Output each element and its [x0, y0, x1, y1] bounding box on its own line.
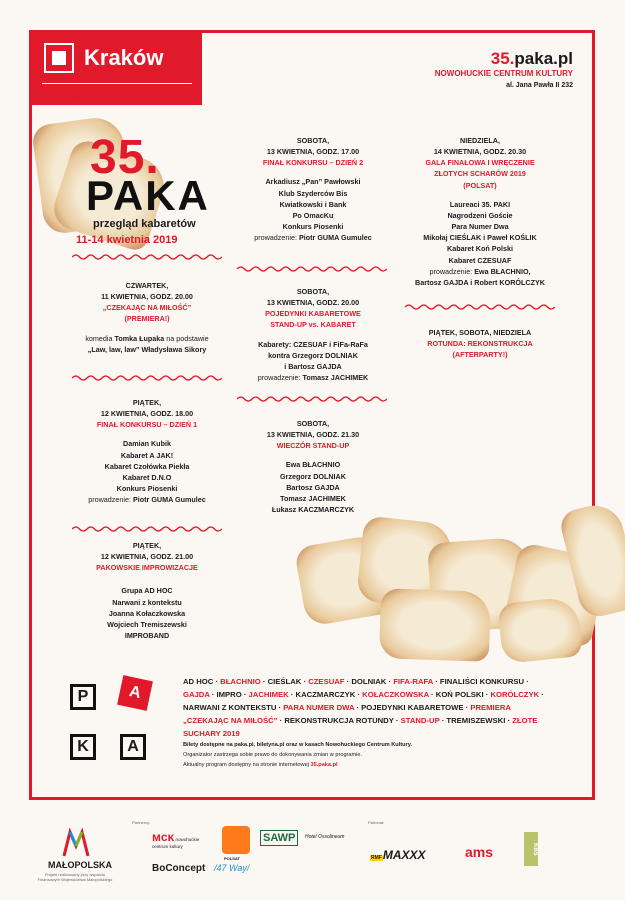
performer: Ewa BŁACHNIO: [285, 460, 341, 470]
performer: Konkurs Piosenki: [282, 222, 344, 232]
performer: Łukasz KACZMARCZYK: [271, 505, 355, 515]
performer-tag: KORÓLCZYK: [490, 690, 540, 700]
performer: Kabaret A JAK!: [120, 450, 174, 460]
performer: Grupa AD HOC: [121, 586, 173, 596]
performer-tag: FIFA-RAFA: [393, 677, 434, 686]
event-saturday-3: SOBOTA, 13 KWIETNIA, GODZ. 21.30 WIECZÓR STAND-UP Ewa BŁACHNIO Grzegorz DOLNIAK Bartosz GAJDA Tomasz JACHIMEK Łukasz KACZMARCZYK: [228, 418, 398, 515]
ticket-info: Bilety dostępne na paka.pl, biletyna.pl oraz w kasach Nowohuckiego Centrum Kultury. Organizator zastrzega sobie prawo do dokonywania zmian w programie. Aktualny program dostępny na stronie internetowej 35.paka.pl: [183, 742, 412, 769]
performer: Para Numer Dwa: [451, 222, 509, 232]
festival-dates: 11-14 kwietnia 2019: [76, 234, 178, 246]
logo-letter: A: [120, 734, 146, 760]
venue-address: al. Jana Pawła II 232: [506, 82, 573, 89]
performer-tag: KOŁACZKOWSKA: [362, 690, 429, 700]
performer: Klub Szyderców Bis: [278, 188, 348, 198]
event-rotunda: PIĄTEK, SOBOTA, NIEDZIELA ROTUNDA: REKONSTRUKCJA (AFTERPARTY!): [395, 327, 565, 360]
performer-tag: PARA NUMER DWA: [283, 703, 355, 713]
malopolska-note: Projekt realizowany przy wsparciu Finansowym Województwa Małopolskiego: [37, 872, 113, 882]
edition-number: 35.: [90, 131, 160, 184]
performer: Kabaret Koń Polski: [447, 244, 513, 254]
paka-logo: [68, 676, 180, 770]
event-title: PAKOWSKIE IMPROWIZACJE: [96, 563, 198, 573]
event-title: POJEDYNKI KABARETOWE: [265, 309, 361, 319]
krakow-emblem-icon: [44, 43, 74, 73]
event-sunday: NIEDZIELA, 14 KWIETNIA, GODZ. 20.30 GALA FINAŁOWA I WRĘCZENIE ZŁOTYCH SCHARÓW 2019 (POLSAT) Laureaci 35. PAKI Nagrodzeni Goście Para Numer Dwa Mikołaj CIEŚLAK i Paweł KOŚLIK Kabaret Koń Polski Kabaret CZESUAF prowadzenie: Ewa BŁACHNIO, Bartosz GAJDA i Robert KORÓLCZYK: [395, 135, 565, 288]
wavy-divider: [72, 525, 222, 533]
wavy-divider: [237, 265, 387, 273]
krakow-name: Kraków: [84, 45, 164, 70]
malopolska-logo-icon: [62, 828, 90, 858]
performer-tag: IMPRO: [216, 690, 242, 700]
event-title: FINAŁ KONKURSU – DZIEŃ 1: [96, 420, 198, 430]
performer-tag: POJEDYNKI KABARETOWE: [361, 703, 464, 713]
polsat-name: POLSAT: [224, 856, 240, 861]
performer-tag: BŁACHNIO: [220, 677, 261, 686]
event-title: FINAŁ KONKURSU – DZIEŃ 2: [262, 158, 364, 168]
hotel-logo: Hotel Ossolineum: [305, 834, 345, 840]
event-title: ROTUNDA: REKONSTRUKCJA: [427, 339, 533, 349]
sponsors-bar: [0, 808, 625, 900]
bread-slice-image: [379, 588, 491, 662]
event-day: CZWARTEK,: [125, 281, 169, 290]
performer-tags: AD HOC · BŁACHNIO · CIEŚLAK · CZESUAF · DOLNIAK · FIFA-RAFA · FINALIŚCI KONKURSU · GAJDA · IMPRO · JACHIMEK · KACZMARCZYK · KOŁACZKOWSKA · KOŃ POLSKI · KORÓLCZYK · NARWANI Z KONTEKSTU · PARA NUMER DWA · POJEDYNKI KABARETOWE · PREMIERA „CZEKAJĄC NA MIŁOŚĆ” · REKONSTRUKCJA ROTUNDY · STAND-UP · TREMISZEWSKI · ZŁOTE SUCHARY 2019: [183, 677, 544, 739]
bread-slice-image: [497, 596, 583, 664]
performer-tag: CZESUAF: [308, 677, 345, 686]
performer-tag: KACZMARCZYK: [295, 690, 356, 700]
event-saturday-2: SOBOTA, 13 KWIETNIA, GODZ. 20.00 POJEDYNKI KABARETOWE STAND-UP vs. KABARET Kabarety: CZESUAF i FiFa-RaFa kontra Grzegorz DOLNIAK i Bartosz GAJDA prowadzenie: Tomasz JACHIMEK: [228, 286, 398, 383]
performer-tag: ZŁOTE SUCHARY 2019: [183, 716, 538, 739]
performer-tag: STAND-UP: [400, 716, 440, 726]
wavy-divider: [237, 395, 387, 403]
event-title: ZŁOTYCH SCHARÓW 2019: [434, 169, 526, 179]
rmf-logo: RMFMAXXX: [371, 848, 426, 862]
website: 35.paka.pl: [490, 49, 573, 68]
performer-tag: PREMIERA „CZEKAJĄC NA MIŁOŚĆ”: [183, 703, 511, 726]
performer: Tomasz JACHIMEK: [280, 493, 346, 503]
event-friday-2: PIĄTEK, 12 KWIETNIA, GODZ. 21.00 PAKOWSKIE IMPROWIZACJE Grupa AD HOC Narwani z kontekstu Joanna Kołaczkowska Wojciech Tremiszewski IMPROBAND: [62, 540, 232, 641]
performer-tag: JACHIMEK: [248, 690, 289, 700]
event-friday-1: PIĄTEK, 12 KWIETNIA, GODZ. 18.00 FINAŁ KONKURSU – DZIEŃ 1 Damian Kubik Kabaret A JAK! Kabaret Czołówka Piekła Kabaret D.N.O Konkurs Piosenki prowadzenie: Piotr GUMA Gumulec: [62, 397, 232, 505]
logo-letter: K: [70, 734, 96, 760]
performer-tag: CIEŚLAK: [267, 677, 302, 686]
polsat-logo: [222, 826, 250, 854]
47way-logo: /47 Way/: [214, 863, 250, 873]
performer: Nagrodzeni Goście: [447, 210, 513, 220]
boconcept-logo: BoConcept: [152, 863, 206, 874]
wavy-divider: [72, 374, 222, 382]
malopolska-name: MAŁOPOLSKA: [48, 860, 112, 870]
event-date: 11 KWIETNIA, GODZ. 20.00: [101, 292, 193, 302]
performer: Narwani z kontekstu: [112, 597, 182, 607]
performer: Kabaret CZESUAF: [448, 255, 512, 265]
wavy-divider: [72, 253, 222, 261]
performer-tag: KOŃ POLSKI: [435, 690, 484, 700]
performer: Joanna Kołaczkowska: [108, 608, 186, 618]
event-title: „CZEKAJĄC NA MIŁOŚĆ”: [102, 303, 192, 313]
event-thursday: CZWARTEK, 11 KWIETNIA, GODZ. 20.00 „CZEKAJĄC NA MIŁOŚĆ” (PREMIERA!) komedia Tomka Łupaka na podstawie „Law, law, law” Władysława Sikory: [62, 280, 232, 355]
kbs-logo: KBS: [524, 832, 538, 866]
divider: [42, 83, 192, 84]
venue-name: NOWOHUCKIE CENTRUM KULTURY: [434, 69, 573, 78]
wavy-divider: [405, 303, 555, 311]
performer-tag: TREMISZEWSKI: [446, 716, 506, 726]
festival-subtitle: przegląd kabaretów: [93, 218, 196, 230]
performer-tag: GAJDA: [183, 690, 210, 700]
performer-tag: REKONSTRUKCJA ROTUNDY: [284, 716, 394, 726]
ams-logo: ams: [465, 844, 494, 860]
performer: Damian Kubik: [123, 439, 171, 449]
event-saturday-1: SOBOTA, 13 KWIETNIA, GODZ. 17.00 FINAŁ KONKURSU – DZIEŃ 2 Arkadiusz „Pan” Pawłowski Klub Szyderców Bis Kwiatkowski i Bank Po OmacKu Konkurs Piosenki prowadzenie: Piotr GUMA Gumulec: [228, 135, 398, 243]
festival-name: PAKA: [86, 172, 210, 219]
nck-logo: ᴍᴄᴋ nowohuckie centrum kultury: [152, 830, 200, 849]
performer: Kwiatkowski i Bank: [279, 199, 347, 209]
krakow-subtitle: MIASTO GOSPODARZ: [72, 92, 165, 101]
performer: Wojciech Tremiszewski: [107, 619, 187, 629]
performer: Arkadiusz „Pan” Pawłowski: [265, 177, 361, 187]
performer: Laureaci 35. PAKI: [449, 199, 511, 209]
event-title: (POLSAT): [463, 180, 497, 190]
event-title: (AFTERPARTY!): [452, 350, 508, 360]
performer-tag: NARWANI Z KONTEKSTU: [183, 703, 277, 713]
event-title: STAND-UP vs. KABARET: [270, 320, 356, 330]
patrons-label: Patronat:: [368, 820, 385, 825]
performer-tag: AD HOC: [183, 677, 214, 686]
performer-tag: DOLNIAK: [351, 677, 387, 686]
performer: Kabaret D.N.O: [122, 472, 172, 482]
performer: Konkurs Piosenki: [116, 484, 178, 494]
event-title: WIECZÓR STAND-UP: [276, 441, 350, 451]
event-description: „Law, law, law” Władysława Sikory: [87, 344, 207, 354]
logo-letter: A: [117, 675, 153, 711]
logo-letter: P: [70, 684, 96, 710]
performer: Bartosz GAJDA: [286, 482, 340, 492]
event-title: (PREMIERA!): [124, 314, 170, 324]
sawp-logo: SAWP: [260, 830, 298, 846]
performer: Grzegorz DOLNIAK: [280, 471, 346, 481]
performer: IMPROBAND: [124, 631, 170, 641]
event-title: GALA FINAŁOWA I WRĘCZENIE: [425, 158, 535, 168]
performer: Po OmacKu: [292, 210, 334, 220]
performer: Kabaret Czołówka Piekła: [104, 461, 190, 471]
partners-label: Partnerzy:: [132, 820, 151, 825]
performer-tag: FINALIŚCI KONKURSU: [439, 677, 525, 686]
performer: Mikołaj CIEŚLAK i Paweł KOŚLIK: [423, 233, 537, 243]
